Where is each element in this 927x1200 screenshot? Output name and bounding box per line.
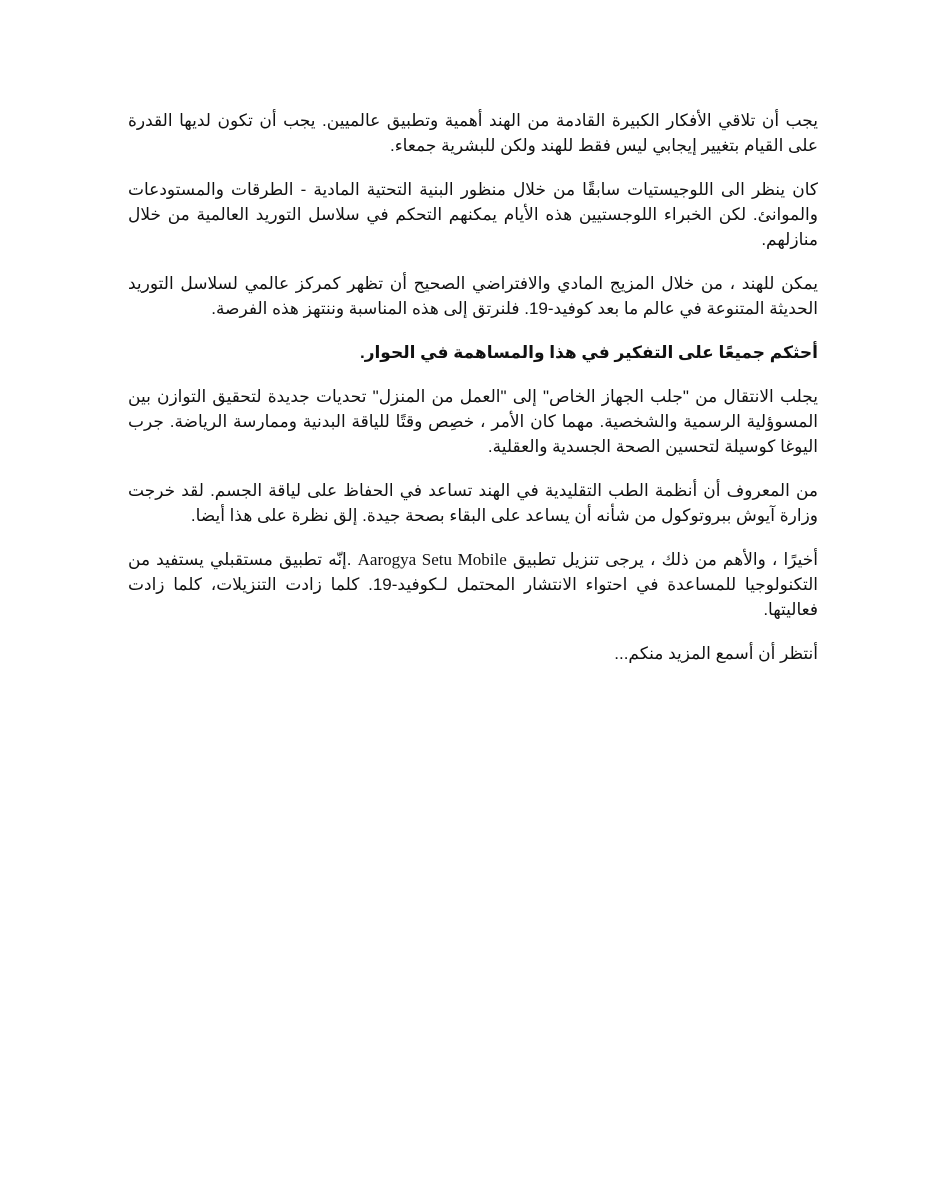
paragraph-work-from-home: يجلب الانتقال من "جلب الجهاز الخاص" إلى "العمل من المنزل" تحديات جديدة لتحقيق التوازن بين المسوؤلية الرسمية والشخصية. مهما كان الأمر ، خصِص وقتًا للياقة البدنية وممارسة الرياضة. جرب اليوغا كوسيلة لتحسين الصحة الجسدية والعقلية.	[128, 387, 818, 456]
app-paragraph-before: أخيرًا ، والأهم من ذلك ، يرجى تنزيل تطبيق	[506, 550, 818, 569]
paragraph-traditional-medicine: من المعروف أن أنظمة الطب التقليدية في الهند تساعد في الحفاظ على لياقة الجسم. لقد خرجت وزارة آيوش ببروتوكول من شأنه أن يساعد على البقاء بصحة جيدة. إلق نظرة على هذا أيضا.	[128, 481, 818, 525]
paragraph-supply-chain-hub: يمكن للهند ، من خلال المزيج المادي والافتراضي الصحيح أن تظهر كمركز عالمي لسلاسل التوريد الحديثة المتنوعة في عالم ما بعد كوفيد-19. فلنرتق إلى هذه المناسبة وننتهز هذه الفرصة.	[128, 274, 818, 318]
document-body	[128, 108, 818, 685]
app-paragraph-after: .إنّه تطبيق مستقبلي يستفيد من التكنولوجيا للمساعدة في احتواء الانتشار المحتمل لـكوفيد-19. كلما زادت التنزيلات، كلما زادت فعاليتها.	[128, 550, 819, 619]
paragraph-call-to-action: أحثكم جميعًا على التفكير في هذا والمساهمة في الحوار.	[359, 343, 818, 362]
app-name: Aarogya Setu Mobile	[357, 550, 507, 569]
paragraph-logistics: كان ينظر الى اللوجيستيات سابقًا من خلال منظور البنية التحتية المادية - الطرقات والمستودعات والموانئ. لكن الخبراء اللوجستيين هذه الأيام يمكنهم التحكم في سلاسل التوريد العالمية من خلال منازلهم.	[128, 180, 818, 249]
paragraph-aarogya-setu	[128, 547, 818, 622]
paragraph-closing: أنتظر أن أسمع المزيد منكم...	[614, 644, 818, 663]
paragraph-global-ideas: يجب أن تلاقي الأفكار الكبيرة القادمة من الهند أهمية وتطبيق عالميين. يجب أن تكون لديها القدرة على القيام بتغيير إيجابي ليس فقط للهند ولكن للبشرية جمعاء.	[128, 111, 818, 155]
